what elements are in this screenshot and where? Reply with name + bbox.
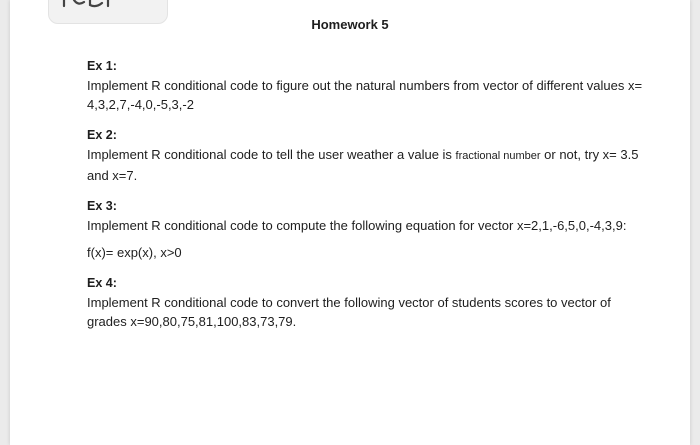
exercise-2-text-end: or not, try x= 3.5 and x=7. xyxy=(87,147,639,183)
exercise-4-text: Implement R conditional code to convert the following vector of students scores to vector of grades x=90,80,75,81,100,83,73,79. xyxy=(87,295,611,329)
exercise-2-label: Ex 2: xyxy=(87,128,117,142)
exercise-2-text-small: fractional number xyxy=(455,150,541,162)
exercise-1-text: Implement R conditional code to figure out the natural numbers from vector of different values x= 4,3,2,7,-4,0,-5,3,-2 xyxy=(87,78,643,112)
exercise-2-text-main: Implement R conditional code to tell the user weather a value is xyxy=(87,147,456,162)
exercise-2-text xyxy=(87,145,647,185)
exercise-1 xyxy=(87,57,647,114)
exercise-list xyxy=(87,57,647,343)
exercise-4 xyxy=(87,274,647,331)
exercise-3 xyxy=(87,197,647,235)
exercise-3-formula: f(x)= exp(x), x>0 xyxy=(87,245,182,260)
cropped-handwriting-fragment xyxy=(60,0,116,8)
exercise-3-label: Ex 3: xyxy=(87,199,117,213)
page-title: Homework 5 xyxy=(311,17,389,32)
exercise-2 xyxy=(87,126,647,185)
exercise-1-label: Ex 1: xyxy=(87,59,117,73)
exercise-3-text: Implement R conditional code to compute the following equation for vector x=2,1,-6,5,0,-4,3,9: xyxy=(87,218,627,233)
exercise-4-label: Ex 4: xyxy=(87,276,117,290)
